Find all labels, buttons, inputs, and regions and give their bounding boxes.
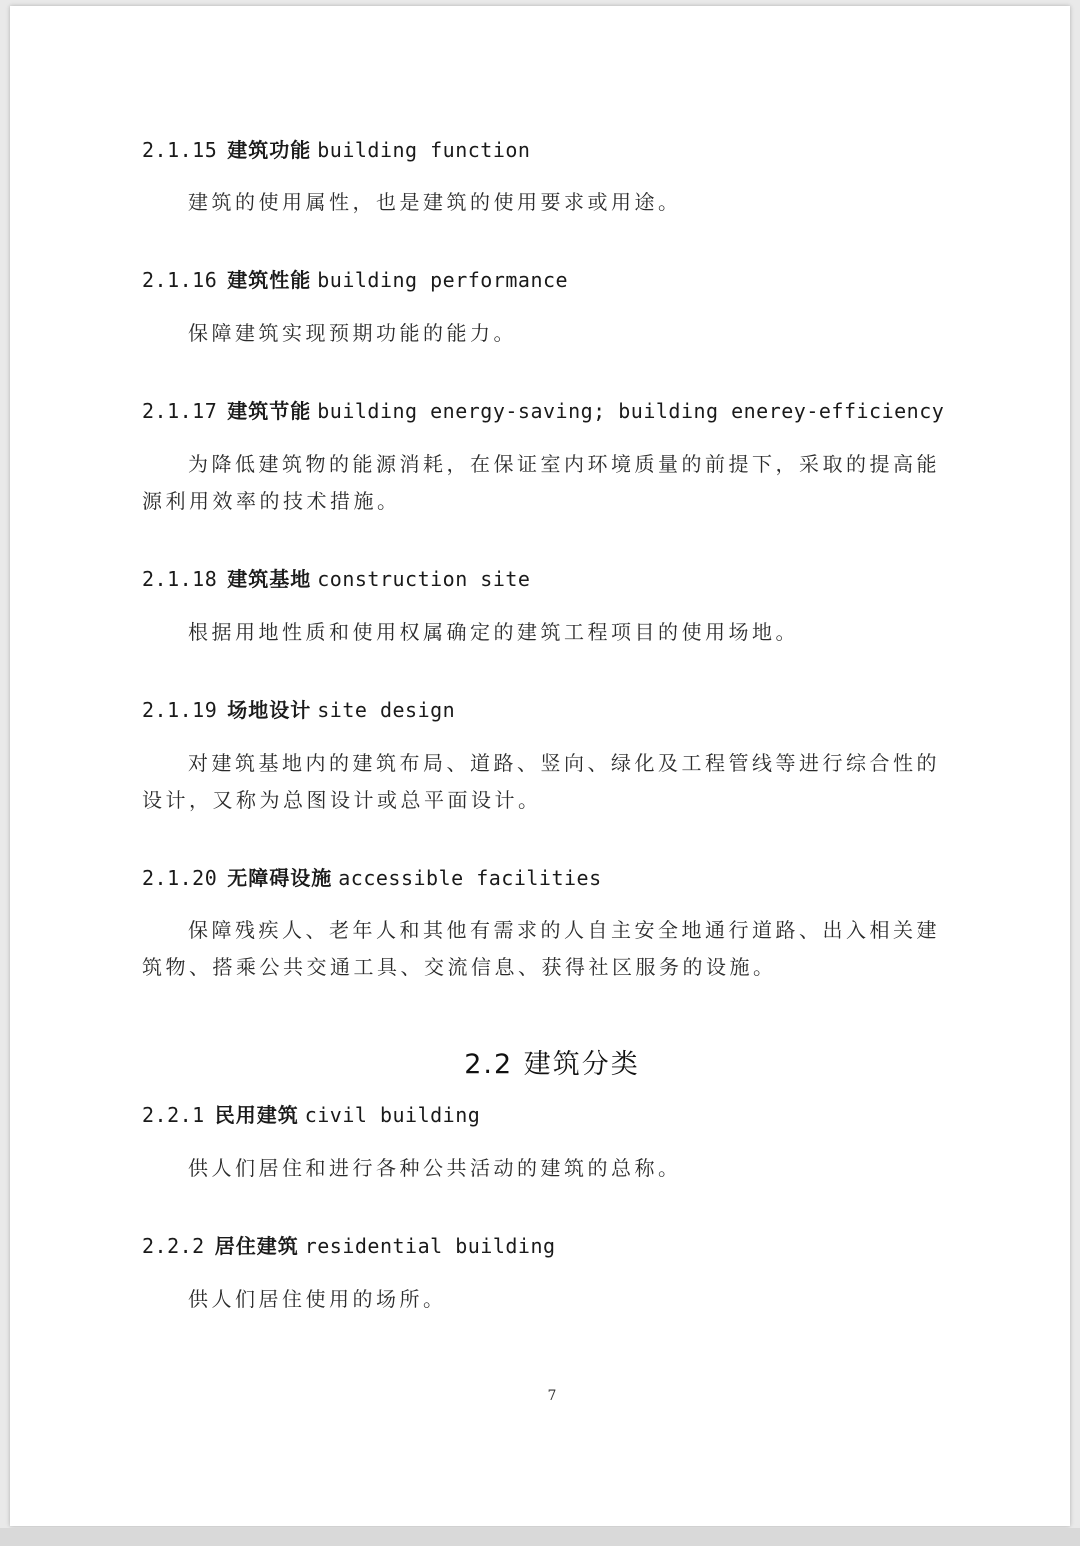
term-english: accessible facilities xyxy=(338,866,602,890)
term-definition: 供人们居住和进行各种公共活动的建筑的总称。 xyxy=(188,1156,682,1180)
term-heading xyxy=(142,694,455,723)
term-english: site design xyxy=(317,698,456,722)
term-heading xyxy=(142,1230,556,1259)
term-number: 2.1.20 xyxy=(142,866,218,890)
term-chinese: 建筑功能 xyxy=(227,138,312,162)
term-english: building energy-saving; building enerey-efficiency xyxy=(317,399,945,423)
term-english: civil building xyxy=(304,1103,481,1127)
term-heading xyxy=(142,134,530,163)
term-chinese: 建筑基地 xyxy=(227,567,312,591)
term-heading xyxy=(142,264,568,293)
term-heading xyxy=(142,1099,480,1128)
term-definition: 供人们居住使用的场所。 xyxy=(188,1287,447,1311)
term-chinese: 建筑节能 xyxy=(227,399,312,423)
term-number: 2.1.18 xyxy=(142,567,218,591)
term-chinese: 民用建筑 xyxy=(214,1103,299,1127)
document-page xyxy=(10,6,1070,1526)
term-definition: 根据用地性质和使用权属确定的建筑工程项目的使用场地。 xyxy=(188,620,799,644)
term-number: 2.1.15 xyxy=(142,138,218,162)
term-number: 2.1.17 xyxy=(142,399,218,423)
term-definition: 保障残疾人、老年人和其他有需求的人自主安全地通行道路、出入相关建筑物、搭乘公共交通工具、交流信息、获得社区服务的设施。 xyxy=(142,918,940,979)
term-definition: 建筑的使用属性，也是建筑的使用要求或用途。 xyxy=(188,190,682,214)
viewer-bottom-edge xyxy=(0,1528,1080,1546)
term-english: construction site xyxy=(317,567,531,591)
term-heading xyxy=(142,563,530,592)
term-english: building performance xyxy=(317,268,569,292)
section-title: 2.2 建筑分类 xyxy=(464,1049,640,1080)
term-number: 2.2.2 xyxy=(142,1234,205,1258)
term-heading xyxy=(142,395,944,424)
term-chinese: 居住建筑 xyxy=(214,1234,299,1258)
term-definition: 保障建筑实现预期功能的能力。 xyxy=(188,321,517,345)
term-number: 2.2.1 xyxy=(142,1103,205,1127)
term-chinese: 建筑性能 xyxy=(227,268,312,292)
term-definition: 为降低建筑物的能源消耗，在保证室内环境质量的前提下，采取的提高能源利用效率的技术措施。 xyxy=(142,452,940,513)
term-heading xyxy=(142,862,602,891)
term-chinese: 场地设计 xyxy=(227,698,312,722)
page-number: 7 xyxy=(547,1388,557,1404)
term-chinese: 无障碍设施 xyxy=(227,866,333,890)
term-english: residential building xyxy=(304,1234,556,1258)
term-number: 2.1.16 xyxy=(142,268,218,292)
term-english: building function xyxy=(317,138,531,162)
term-number: 2.1.19 xyxy=(142,698,218,722)
term-definition: 对建筑基地内的建筑布局、道路、竖向、绿化及工程管线等进行综合性的设计，又称为总图设计或总平面设计。 xyxy=(142,751,940,812)
